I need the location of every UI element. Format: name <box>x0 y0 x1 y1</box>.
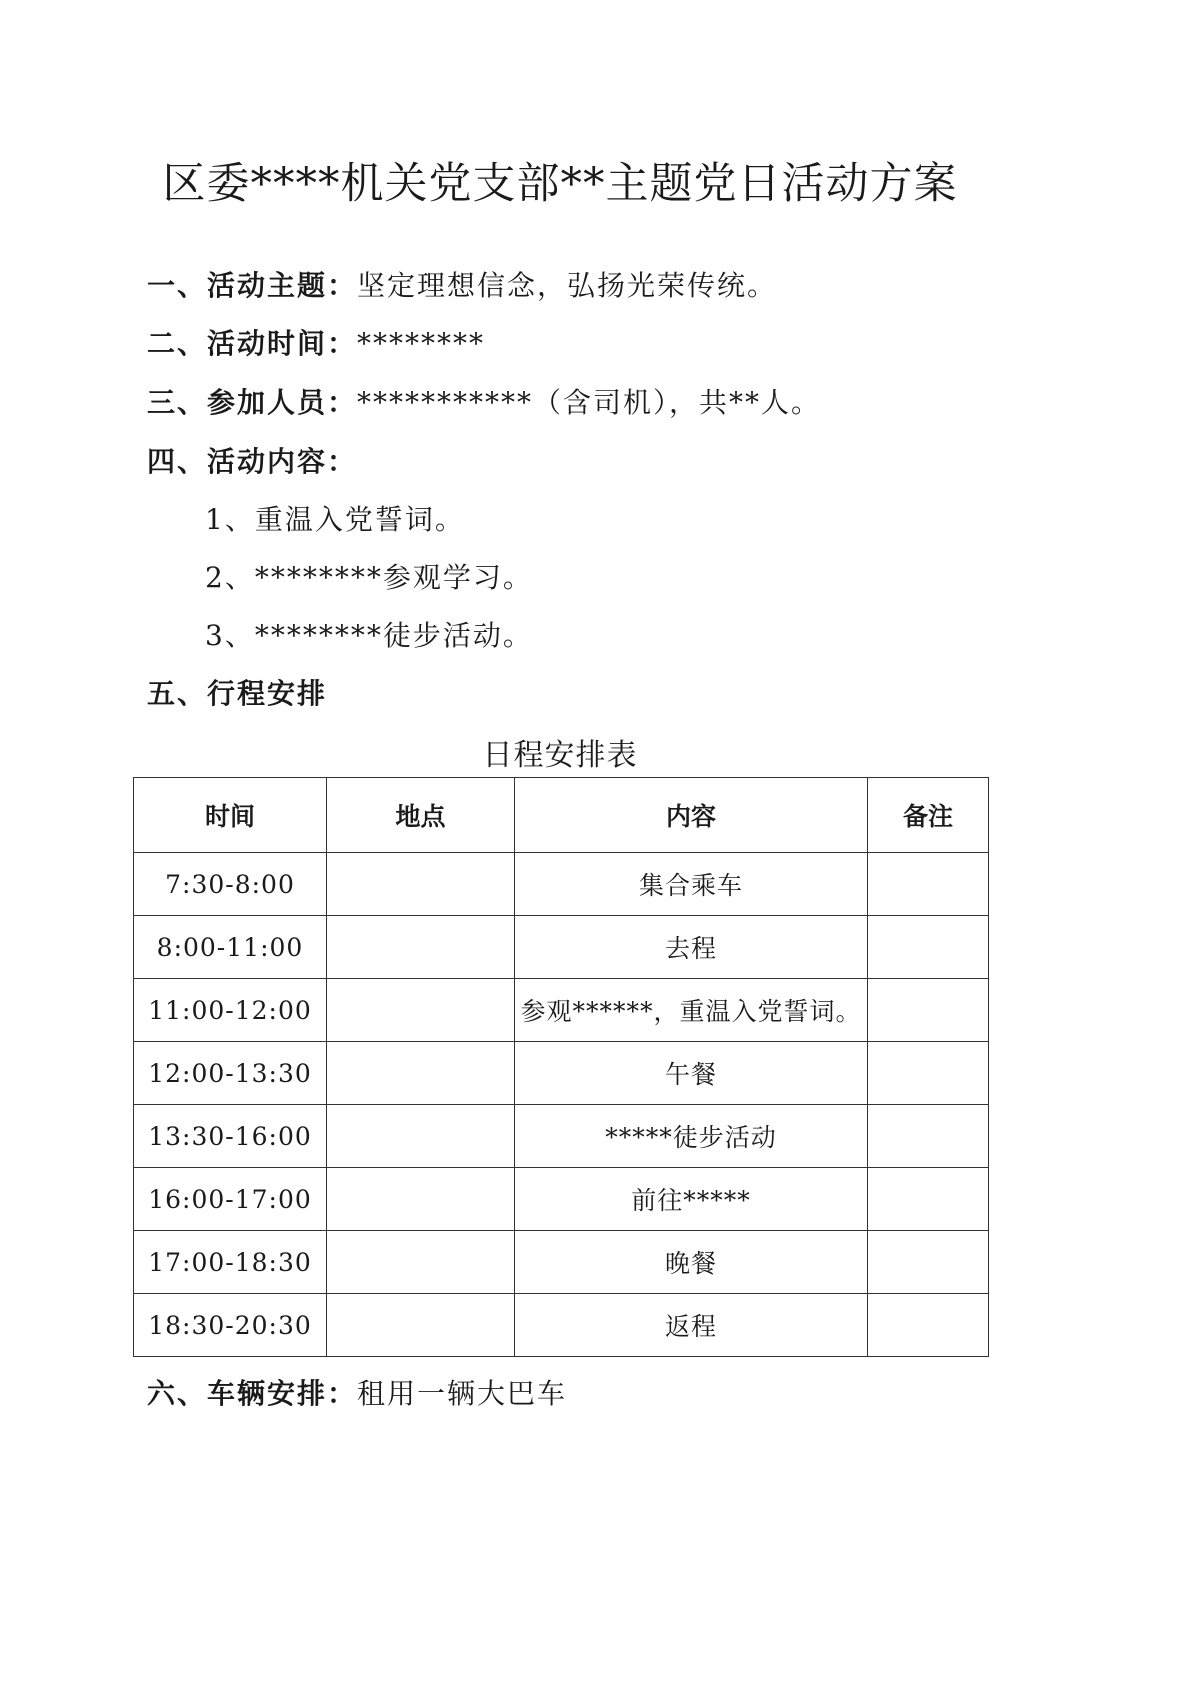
cell-note <box>868 853 989 916</box>
cell-content: 返程 <box>515 1294 868 1357</box>
section-content-label: 四、活动内容： <box>147 445 358 478</box>
cell-note <box>868 1231 989 1294</box>
cell-content: 参观******，重温入党誓词。 <box>515 979 868 1042</box>
cell-note <box>868 1294 989 1357</box>
section-time-value: ******** <box>357 327 486 360</box>
cell-note <box>868 1042 989 1105</box>
section-participants-label: 三、参加人员： <box>147 386 358 419</box>
cell-content: *****徒步活动 <box>515 1105 868 1168</box>
table-row <box>134 853 989 916</box>
cell-content: 晚餐 <box>515 1231 868 1294</box>
section-participants-value: ***********（含司机），共**人。 <box>357 386 822 419</box>
header-time: 时间 <box>134 778 327 853</box>
cell-time: 12:00-13:30 <box>134 1042 327 1105</box>
table-row <box>134 979 989 1042</box>
header-place: 地点 <box>327 778 515 853</box>
cell-place <box>327 1168 515 1231</box>
activity-item: 1、重温入党誓词。 <box>205 503 465 536</box>
table-row <box>134 1105 989 1168</box>
cell-note <box>868 1105 989 1168</box>
section-time <box>147 322 485 362</box>
section-vehicle-value: 租用一辆大巴车 <box>357 1377 568 1410</box>
cell-place <box>327 916 515 979</box>
cell-content: 前往***** <box>515 1168 868 1231</box>
cell-place <box>327 979 515 1042</box>
cell-time: 8:00-11:00 <box>134 916 327 979</box>
header-note: 备注 <box>868 778 989 853</box>
section-schedule <box>147 672 327 712</box>
section-schedule-label: 五、行程安排 <box>147 677 328 710</box>
cell-note <box>868 979 989 1042</box>
section-content <box>147 440 357 480</box>
schedule-table <box>133 777 989 1357</box>
cell-place <box>327 1105 515 1168</box>
table-row <box>134 1294 989 1357</box>
table-caption: 日程安排表 <box>482 738 638 773</box>
cell-note <box>868 1168 989 1231</box>
cell-place <box>327 853 515 916</box>
cell-content: 集合乘车 <box>515 853 868 916</box>
cell-time: 16:00-17:00 <box>134 1168 327 1231</box>
cell-time: 17:00-18:30 <box>134 1231 327 1294</box>
table-row <box>134 1042 989 1105</box>
section-time-label: 二、活动时间： <box>147 327 358 360</box>
cell-content: 午餐 <box>515 1042 868 1105</box>
cell-place <box>327 1042 515 1105</box>
section-vehicle-label: 六、车辆安排： <box>147 1377 358 1410</box>
cell-time: 11:00-12:00 <box>134 979 327 1042</box>
document-title: 区委****机关党支部**主题党日活动方案 <box>162 159 958 209</box>
cell-place <box>327 1231 515 1294</box>
table-row <box>134 1168 989 1231</box>
cell-place <box>327 1294 515 1357</box>
cell-content: 去程 <box>515 916 868 979</box>
table-row <box>134 916 989 979</box>
header-content: 内容 <box>515 778 868 853</box>
activity-item: 2、********参观学习。 <box>205 561 533 594</box>
table-header-row <box>134 778 989 853</box>
table-row <box>134 1231 989 1294</box>
cell-note <box>868 916 989 979</box>
cell-time: 13:30-16:00 <box>134 1105 327 1168</box>
section-participants <box>147 381 821 421</box>
cell-time: 18:30-20:30 <box>134 1294 327 1357</box>
cell-time: 7:30-8:00 <box>134 853 327 916</box>
section-theme <box>147 264 777 304</box>
section-vehicle <box>147 1372 567 1412</box>
section-theme-value: 坚定理想信念，弘扬光荣传统。 <box>357 269 778 302</box>
activity-item: 3、********徒步活动。 <box>205 619 533 652</box>
section-theme-label: 一、活动主题： <box>147 269 358 302</box>
